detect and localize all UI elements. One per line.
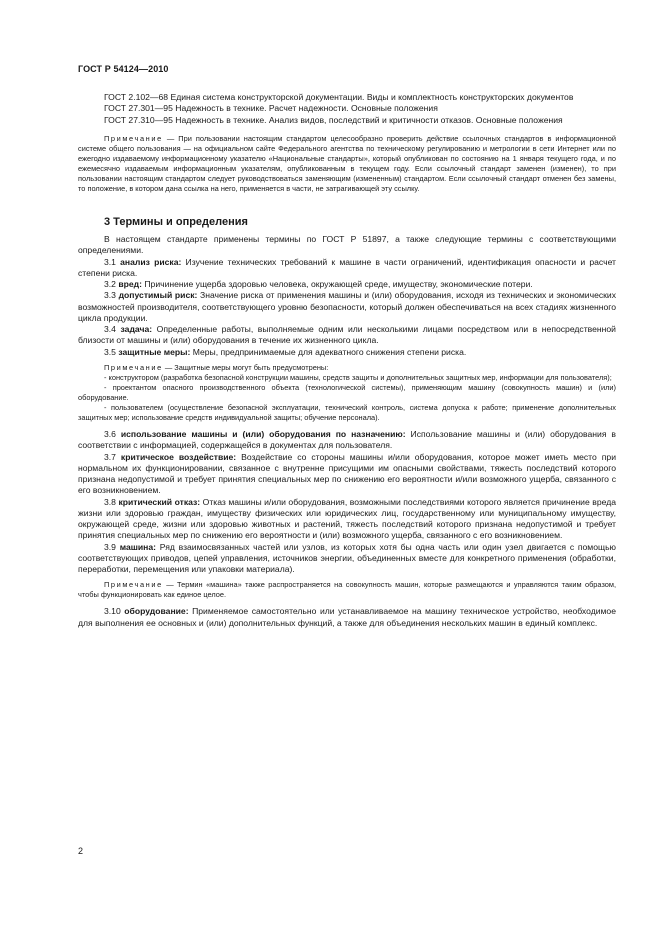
term-definition: Применяемое самостоятельно или устанавливаемое на машину техническое устройство, необходимое для выполнения ее основных и (или) дополнительных функций, а также для объединения нескольких машин в единый комплекс. [78,606,616,628]
note-protective-measures [78,363,616,373]
term-entry [78,347,616,358]
reference-item: ГОСТ 27.310—95 Надежность в технике. Анализ видов, последствий и критичности отказов. Основные положения [104,114,563,125]
term-name: критический отказ: [118,496,201,507]
term-number: 3.10 [104,606,121,617]
term-name: защитные меры: [118,346,191,357]
note-label: Примечание [104,362,163,372]
note-label: Примечание [104,580,163,590]
term-entry [78,279,616,290]
reference-item: ГОСТ 2.102—68 Единая система конструкторской документации. Виды и комплектность конструкторских документов [104,92,574,102]
note-list-item: - пользователем (осуществление безопасной эксплуатации, технический контроль, система допуска к работе; применение дополнительных защитных мер; использование средств индивидуальной защиты; обучение персонала). [78,402,616,423]
term-definition: Меры, предпринимаемые для адекватного снижения степени риска. [190,346,467,357]
term-entry [78,497,616,542]
term-definition: Использование машины и (или) оборудования в соответствии с информацией, содержащейся в документах для пользователя. [78,429,616,451]
term-number: 3.5 [104,346,116,357]
term-definition: Значение риска от применения машины и (или) оборудования, исходя из технических и экономических возможностей производителя, соответствующего уровню безопасности, который должен обеспечиваться на всех стадиях жизненного цикла продукции. [78,290,617,323]
term-definition: Причинение ущерба здоровью человека, окружающей среде, имуществу, экономические потери. [141,279,533,290]
term-name: использование машины и (или) оборудования по назначению: [120,429,406,440]
section-title: 3 Термины и определения [104,216,248,229]
term-name: вред: [118,279,142,290]
term-definition: Воздействие со стороны машины и/или оборудования, которое может иметь место при нормальном их функционировании, связанное с внутренне присущими им опасными свойствами, тяжесть последствий которого признана недопустимой и требует принятия специальных мер по снижению его вероятности и/или возможного ущерба, связанного с его возникновением. [78,451,617,496]
term-entry [78,542,616,576]
term-entry [78,606,616,629]
term-entry [78,290,616,324]
term-name: машина: [119,541,157,552]
term-name: допустимый риск: [118,290,198,301]
page-content [78,92,616,629]
term-entry [78,452,616,497]
term-number: 3.8 [104,496,116,507]
note-text: — Защитные меры могут быть предусмотрены: [162,362,329,372]
term-name: задача: [120,324,153,335]
term-name: оборудование: [124,606,189,617]
term-number: 3.6 [104,429,116,440]
note-text: — При пользовании настоящим стандартом целесообразно проверить действие ссылочных стандартов в информационной системе общего пользования — на официальном сайте Федерального агентства по техническому регулированию и метрологии в сети Интернет или по ежегодно издаваемому информационному указателю «Национальные стандарты», который опубликован по состоянию на 1 января текущего года, и по ежемесячно издаваемым информационным указателям, опубликованным в текущем году. Если ссылочный стандарт заменен (изменен), то при пользовании настоящим стандартом следует руководствоваться заменяющим (измененным) стандартом. Если ссылочный стандарт отменен без замены, то положение, в котором дана ссылка на него, применяется в части, не затрагивающей эту ссылку. [78,133,616,193]
section-intro: В настоящем стандарте применены термины по ГОСТ Р 51897, а также следующие термины с соответствующими определениями. [78,234,616,256]
note-list-item: - проектантом опасного производственного объекта (технологической системы), применяющим машину (совокупность машин) и (или) оборудование. [78,382,616,402]
note-text: — Термин «машина» также распространяется на совокупность машин, которые размещаются и управляются таким образом, чтобы функционировать как единое целое. [78,580,616,600]
term-name: анализ риска: [120,256,182,267]
term-number: 3.4 [104,324,116,335]
page-number: 2 [78,846,84,856]
term-number: 3.2 [104,279,116,290]
note-list-item: - конструктором (разработка безопасной конструкции машины, средств защиты и дополнительных защитных мер, информации для пользователя); [104,372,612,382]
term-definition: Изучение технических требований к машине в части ограничений, идентификация опасности и расчет степени риска. [78,256,616,278]
term-definition: Отказ машины и/или оборудования, возможными последствиями которого является причинение вреда жизни или здоровью граждан, имуществу физических или юридических лиц, государственному или муниципальному имуществу, окружающей среде, жизни или здоровью животных и растений, тяжесть последствий которого признана недопустимой и требует принятия специальных мер по снижению его вероятности и (или) возможного ущерба, связанного с его возникновением. [78,496,616,541]
term-number: 3.1 [104,256,116,267]
note-references [78,134,616,194]
note-machine [78,580,616,600]
term-number: 3.3 [104,290,116,301]
term-entry [78,324,616,347]
document-header: ГОСТ Р 54124—2010 [78,64,169,74]
term-name: критическое воздействие: [120,451,237,462]
term-entry [78,429,616,452]
term-definition: Ряд взаимосвязанных частей или узлов, из которых хотя бы одна часть или один узел двигается с помощью соответствующих приводов, цепей управления, источников энергии, объединенных вместе для конкретного применения (обработки, переработки, перемещения или упаковки материала). [78,541,616,575]
reference-item: ГОСТ 27.301—95 Надежность в технике. Расчет надежности. Основные положения [104,103,438,114]
term-entry [78,257,616,280]
term-definition: Определенные работы, выполняемые одним или несколькими лицами посредством или в непосредственной близости от машины и (или) оборудования в течение их жизненного цикла. [78,324,616,346]
note-label: Примечание [104,133,163,143]
term-number: 3.7 [104,451,116,462]
term-number: 3.9 [104,541,116,552]
